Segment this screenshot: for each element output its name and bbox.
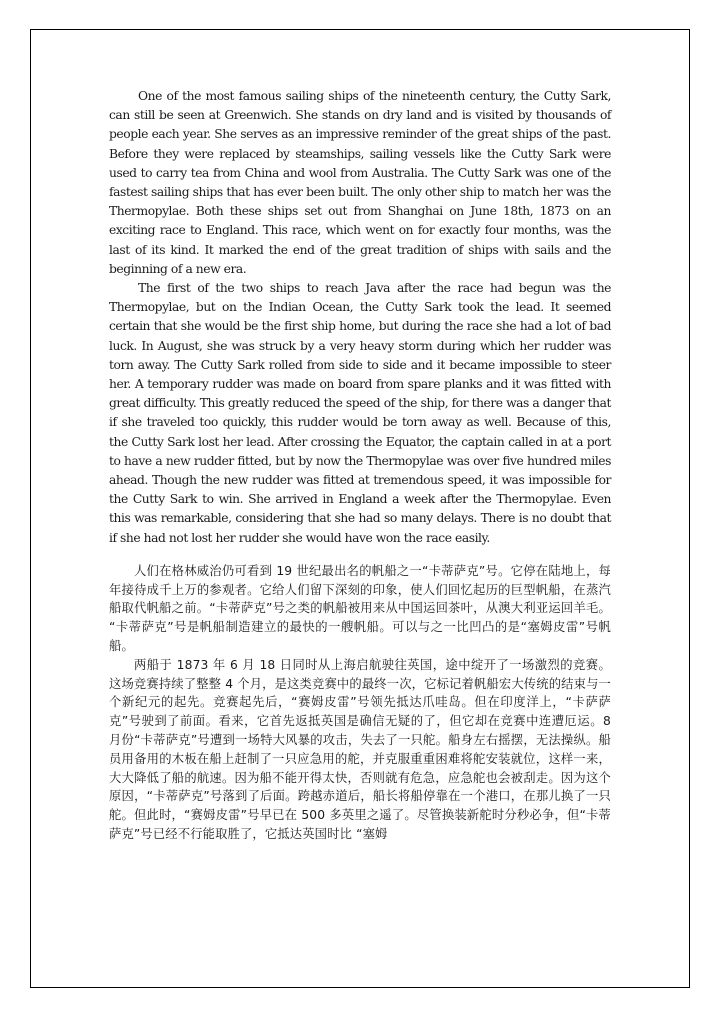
- chinese-translation: [109, 562, 611, 844]
- chinese-paragraph-2: 两船于 1873 年 6 月 18 日同时从上海启航驶往英国，途中绽开了一场激烈的竞赛。这场竞赛持续了整整 4 个月，是这类竞赛中的最终一次，它标记着帆船宏大传统的结束与一个新纪元的起先。竞赛起先后，“赛姆皮雷”号领先抵达爪哇岛。但在印度洋上，“卡萨萨克”号驶到了前面。看来，它首先返抵英国是确信无疑的了，但它却在竞赛中连遭厄运。8 月份“卡蒂萨克”号遭到一场特大风暴的攻击，失去了一只舵。船身左右摇摆，无法操纵。船员用备用的木板在船上赶制了一只应急用的舵，并克服重重困难将舵安装就位，这样一来，大大降低了船的航速。因为船不能开得太快，否则就有危急，应急舵也会被刮走。因为这个原因，“卡蒂萨克”号落到了后面。跨越赤道后，船长将船停靠在一个港口，在那儿换了一只舵。但此时，“赛姆皮雷”号早已在 500 多英里之遥了。尽管换装新舵时分秒必争，但“卡蒂萨克”号已经不行能取胜了，它抵达英国时比 “塞姆: [109, 657, 611, 842]
- chinese-paragraph-1: 人们在格林威治仍可看到 19 世纪最出名的帆船之一“卡蒂萨克”号。它停在陆地上，每年接待成千上万的参观者。它给人们留下深刻的印象，使人们回忆起历的巨型帆船，在蒸汽船取代帆船之前。“卡蒂萨克”号之类的帆船被用来从中国运回茶叶，从澳大利亚运回羊毛。 “卡蒂萨克”号是帆船制造建立的最快的一艘帆船。可以与之一比凹凸的是“塞姆皮雷”号帆船。: [109, 563, 611, 654]
- english-paragraph-2: The first of the two ships to reach Java after the race had begun was the Thermopylae, but on the Indian Ocean, the Cutty Sark took the lead. It seemed certain that she would be the first ship home, but during the race she had a lot of bad luck. In August, she was struck by a very heavy storm during which her rudder was torn away. The Cutty Sark rolled from side to side and it became impossible to steer her. A temporary rudder was made on board from spare planks and it was fitted with great difficulty. This greatly reduced the speed of the ship, for there was a danger that if she traveled too quickly, this rudder would be torn away as well. Because of this, the Cutty Sark lost her lead. After crossing the Equator, the captain called in at a port to have a new rudder fitted, but by now the Thermopylae was over five hundred miles ahead. Though the new rudder was fitted at tremendous speed, it was impossible for the Cutty Sark to win. She arrived in England a week after the Thermopylae. Even this was remarkable, considering that she had so many delays. There is no doubt that if she had not lost her rudder she would have won the race easily.: [109, 281, 611, 545]
- page-content: [109, 87, 611, 844]
- english-passage: [109, 87, 611, 548]
- english-paragraph-1: One of the most famous sailing ships of the nineteenth century, the Cutty Sark, can still be seen at Greenwich. She stands on dry land and is visited by thousands of people each year. She serves as an impressive reminder of the great ships of the past. Before they were replaced by steamships, sailing vessels like the Cutty Sark were used to carry tea from China and wool from Australia. The Cutty Sark was one of the fastest sailing ships that has ever been built. The only other ship to match her was the Thermopylae. Both these ships set out from Shanghai on June 18th, 1873 on an exciting race to England. This race, which went on for exactly four months, was the last of its kind. It marked the end of the great tradition of ships with sails and the beginning of a new era.: [109, 89, 611, 276]
